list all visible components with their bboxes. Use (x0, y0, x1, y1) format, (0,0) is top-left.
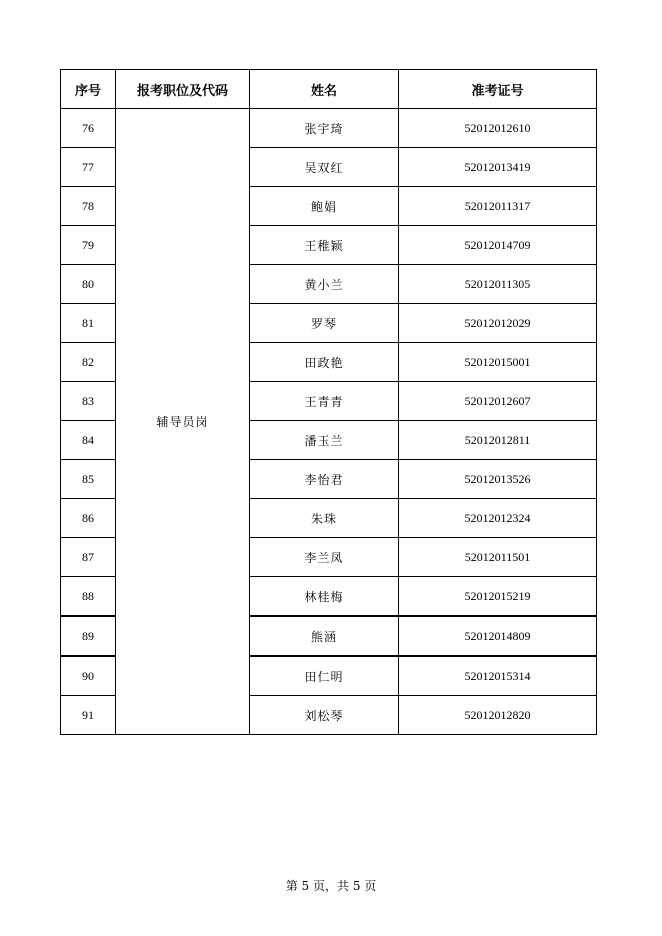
cell-name: 田政艳 (250, 343, 399, 382)
cell-ticket: 52012013526 (399, 460, 597, 499)
cell-name: 王青青 (250, 382, 399, 421)
cell-ticket: 52012012610 (399, 109, 597, 148)
cell-seq: 85 (61, 460, 116, 499)
cell-seq: 87 (61, 538, 116, 577)
cell-seq: 83 (61, 382, 116, 421)
cell-name: 李怡君 (250, 460, 399, 499)
cell-name: 张宇琦 (250, 109, 399, 148)
cell-seq: 77 (61, 148, 116, 187)
cell-seq: 86 (61, 499, 116, 538)
cell-name: 吴双红 (250, 148, 399, 187)
cell-seq: 82 (61, 343, 116, 382)
cell-name: 黄小兰 (250, 265, 399, 304)
cell-seq: 80 (61, 265, 116, 304)
cell-ticket: 52012012029 (399, 304, 597, 343)
cell-seq: 90 (61, 656, 116, 696)
cell-ticket: 52012014709 (399, 226, 597, 265)
table-header-row (61, 70, 597, 109)
page-footer: 第 5 页，共 5 页 (285, 879, 377, 893)
cell-ticket: 52012011317 (399, 187, 597, 226)
cell-name: 刘松琴 (250, 696, 399, 735)
cell-seq: 84 (61, 421, 116, 460)
cell-seq: 89 (61, 616, 116, 656)
header-seq: 序号 (61, 70, 116, 109)
cell-name: 熊涵 (250, 616, 399, 656)
cell-ticket: 52012011501 (399, 538, 597, 577)
cell-ticket: 52012015001 (399, 343, 597, 382)
cell-name: 鲍娟 (250, 187, 399, 226)
cell-seq: 76 (61, 109, 116, 148)
cell-ticket: 52012012324 (399, 499, 597, 538)
cell-seq: 79 (61, 226, 116, 265)
cell-ticket: 52012013419 (399, 148, 597, 187)
cell-name: 林桂梅 (250, 577, 399, 617)
header-position: 报考职位及代码 (116, 70, 250, 109)
cell-name: 田仁明 (250, 656, 399, 696)
cell-ticket: 52012014809 (399, 616, 597, 656)
cell-ticket: 52012015219 (399, 577, 597, 617)
cell-ticket: 52012012607 (399, 382, 597, 421)
cell-seq: 88 (61, 577, 116, 617)
cell-name: 罗琴 (250, 304, 399, 343)
cell-name: 李兰凤 (250, 538, 399, 577)
table-body (61, 109, 597, 735)
cell-seq: 81 (61, 304, 116, 343)
cell-ticket: 52012015314 (399, 656, 597, 696)
candidate-table (60, 69, 597, 735)
header-name: 姓名 (250, 70, 399, 109)
cell-ticket: 52012011305 (399, 265, 597, 304)
cell-ticket: 52012012820 (399, 696, 597, 735)
cell-name: 朱珠 (250, 499, 399, 538)
table-row (61, 109, 597, 148)
cell-ticket: 52012012811 (399, 421, 597, 460)
cell-name: 潘玉兰 (250, 421, 399, 460)
cell-seq: 78 (61, 187, 116, 226)
cell-seq: 91 (61, 696, 116, 735)
cell-name: 王稚颖 (250, 226, 399, 265)
header-ticket: 准考证号 (399, 70, 597, 109)
cell-position: 辅导员岗 (116, 109, 250, 735)
